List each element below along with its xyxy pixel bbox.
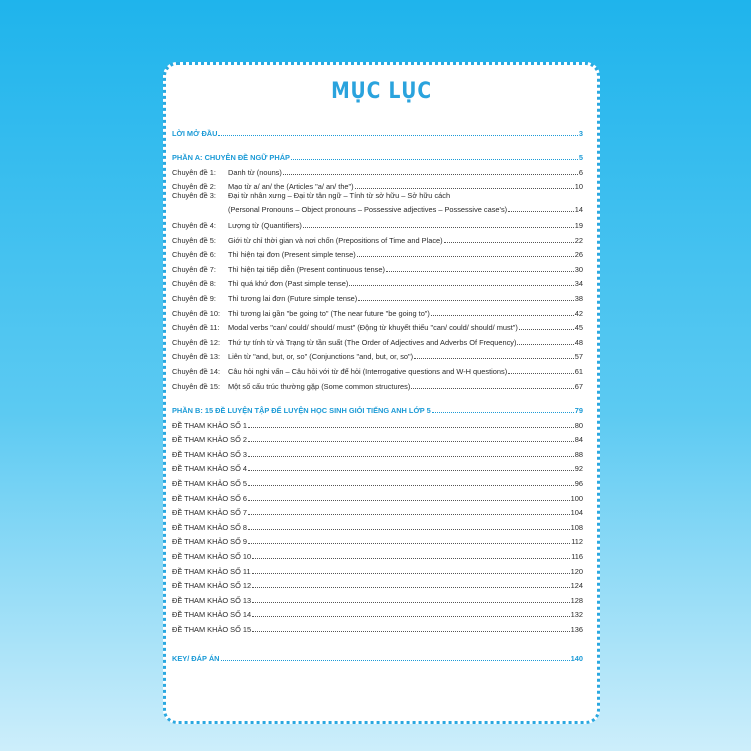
toc-page-number: 45 bbox=[574, 323, 583, 333]
test-title: ĐỀ THAM KHẢO SỐ 15 bbox=[172, 625, 252, 634]
toc-test-row[interactable] bbox=[172, 590, 583, 605]
topic-title: Thì hiện tại đơn (Present simple tense) bbox=[228, 250, 356, 260]
toc-page-number: 19 bbox=[574, 220, 583, 230]
dot-leader bbox=[248, 485, 574, 486]
toc-page-number: 22 bbox=[574, 235, 583, 245]
toc-topic-row[interactable] bbox=[172, 303, 583, 318]
toc-test-row[interactable] bbox=[172, 517, 583, 532]
toc-page-number: 34 bbox=[574, 279, 583, 289]
dot-leader bbox=[252, 616, 570, 617]
topic-title: Thì tương lai gần "be going to" (The near future "be going to") bbox=[228, 308, 430, 318]
topic-number: Chuyên đề 4: bbox=[172, 220, 216, 230]
dot-leader bbox=[444, 242, 574, 243]
topic-title: Thì quá khứ đơn (Past simple tense) bbox=[228, 279, 349, 289]
toc-page-number: 96 bbox=[574, 479, 583, 489]
toc-page-number: 128 bbox=[570, 595, 583, 605]
toc-page-number: 14 bbox=[574, 205, 583, 215]
dot-leader bbox=[252, 558, 570, 559]
test-title: ĐỀ THAM KHẢO SỐ 5 bbox=[172, 479, 248, 489]
toc-topic-row[interactable] bbox=[172, 288, 583, 303]
topic-title: Một số cấu trúc thường gặp (Some common structures) bbox=[228, 381, 411, 391]
test-title: ĐỀ THAM KHẢO SỐ 14 bbox=[172, 610, 252, 620]
toc-topic-row[interactable] bbox=[172, 318, 583, 333]
toc-topic-row[interactable] bbox=[172, 259, 583, 274]
toc-entry-label: LỜI MỞ ĐẦU bbox=[172, 128, 218, 138]
test-title: ĐỀ THAM KHẢO SỐ 6 bbox=[172, 493, 248, 503]
topic-number: Chuyên đề 8: bbox=[172, 279, 216, 289]
topic-number: Chuyên đề 1: bbox=[172, 167, 216, 177]
dot-leader bbox=[431, 315, 574, 316]
dot-leader bbox=[414, 358, 574, 359]
dot-leader bbox=[519, 329, 574, 330]
dot-leader bbox=[303, 227, 574, 228]
toc-page-number: 104 bbox=[570, 508, 583, 518]
dot-leader bbox=[252, 573, 570, 574]
dot-leader bbox=[508, 211, 574, 212]
toc-page-number: 57 bbox=[574, 352, 583, 362]
toc-topic-row[interactable] bbox=[172, 162, 583, 177]
toc-topic-row[interactable] bbox=[172, 177, 583, 192]
test-title: ĐỀ THAM KHẢO SỐ 10 bbox=[172, 552, 252, 562]
toc-topic-row[interactable] bbox=[172, 274, 583, 289]
test-title: ĐỀ THAM KHẢO SỐ 12 bbox=[172, 581, 252, 591]
spacer bbox=[172, 391, 583, 401]
toc-page-number: 80 bbox=[574, 420, 583, 430]
toc-topic-row[interactable] bbox=[172, 230, 583, 245]
page-title: MỤC LỤC bbox=[331, 79, 432, 104]
toc-topic-row[interactable] bbox=[172, 361, 583, 376]
topic-title: Câu hỏi nghi vấn – Câu hỏi với từ để hỏi (Interrogative questions and W-H questions) bbox=[228, 366, 508, 376]
toc-topic-row[interactable] bbox=[172, 215, 583, 230]
topic-title: Thì hiện tại tiếp diễn (Present continuous tense) bbox=[228, 264, 385, 274]
toc-test-row[interactable] bbox=[172, 619, 583, 634]
dot-leader bbox=[248, 529, 570, 530]
dot-leader bbox=[291, 159, 578, 160]
toc-page-number: 79 bbox=[574, 406, 583, 416]
test-title: ĐỀ THAM KHẢO SỐ 7 bbox=[172, 508, 248, 518]
toc-page-number: 42 bbox=[574, 308, 583, 318]
toc-page-number: 38 bbox=[574, 293, 583, 303]
topic-title: Đại từ nhân xưng – Đại từ tân ngữ – Tính từ sở hữu – Sở hữu cách bbox=[228, 191, 451, 201]
dot-leader bbox=[252, 631, 570, 632]
topic-number: Chuyên đề 13: bbox=[172, 352, 221, 362]
dot-leader bbox=[252, 602, 570, 603]
toc-page-number: 92 bbox=[574, 464, 583, 474]
toc-page-number: 124 bbox=[570, 581, 583, 591]
toc-page-number: 88 bbox=[574, 449, 583, 459]
toc-test-row[interactable] bbox=[172, 459, 583, 474]
dot-leader bbox=[386, 271, 574, 272]
test-title: ĐỀ THAM KHẢO SỐ 11 bbox=[172, 566, 251, 576]
toc-test-row[interactable] bbox=[172, 605, 583, 620]
dot-leader bbox=[517, 344, 573, 345]
toc-entry-key[interactable] bbox=[172, 648, 583, 663]
dot-leader bbox=[508, 373, 574, 374]
test-title: ĐỀ THAM KHẢO SỐ 8 bbox=[172, 522, 248, 532]
dot-leader bbox=[357, 256, 574, 257]
dot-leader bbox=[358, 300, 574, 301]
toc-page-number: 100 bbox=[570, 493, 583, 503]
topic-title: Thì tương lai đơn (Future simple tense) bbox=[228, 293, 358, 303]
dot-leader bbox=[248, 500, 570, 501]
topic-title-continued: (Personal Pronouns – Object pronouns – Possessive adjectives – Possessive case's) bbox=[228, 205, 508, 215]
dot-leader bbox=[355, 188, 574, 189]
toc-topic-row[interactable] bbox=[172, 332, 583, 347]
toc-list bbox=[172, 123, 583, 663]
dot-leader bbox=[283, 174, 578, 175]
toc-test-row[interactable] bbox=[172, 576, 583, 591]
toc-entry-intro[interactable] bbox=[172, 123, 583, 138]
toc-test-row[interactable] bbox=[172, 561, 583, 576]
dot-leader bbox=[248, 514, 570, 515]
topic-number: Chuyên đề 12: bbox=[172, 337, 221, 347]
toc-page-number: 48 bbox=[574, 337, 583, 347]
toc-test-row[interactable] bbox=[172, 503, 583, 518]
topic-title: Liên từ "and, but, or, so" (Conjunctions "and, but, or, so") bbox=[228, 352, 414, 362]
topic-number: Chuyên đề 9: bbox=[172, 293, 216, 303]
test-title: ĐỀ THAM KHẢO SỐ 13 bbox=[172, 595, 252, 605]
toc-page-number: 10 bbox=[574, 182, 583, 192]
toc-page-number: 84 bbox=[574, 435, 583, 445]
toc-test-row[interactable] bbox=[172, 430, 583, 445]
toc-card bbox=[163, 62, 600, 724]
toc-topic-row[interactable] bbox=[172, 245, 583, 260]
dot-leader bbox=[248, 441, 574, 442]
spacer bbox=[172, 634, 583, 648]
toc-page-number: 116 bbox=[571, 552, 583, 562]
toc-topic-row[interactable] bbox=[172, 191, 583, 215]
topic-number: Chuyên đề 11: bbox=[172, 323, 220, 333]
topic-number: Chuyên đề 15: bbox=[172, 381, 221, 391]
toc-page-number: 140 bbox=[570, 653, 583, 663]
dot-leader bbox=[432, 412, 574, 413]
topic-title: Thứ tự tính từ và Trạng từ tần suất (The Order of Adjectives and Adverbs Of Frequency) bbox=[228, 337, 517, 347]
toc-entry-part-b[interactable] bbox=[172, 401, 583, 416]
toc-test-row[interactable] bbox=[172, 415, 583, 430]
toc-test-row[interactable] bbox=[172, 546, 583, 561]
toc-page-number: 132 bbox=[570, 610, 583, 620]
dot-leader bbox=[349, 285, 573, 286]
toc-page-number: 108 bbox=[570, 522, 583, 532]
toc-topic-row[interactable] bbox=[172, 347, 583, 362]
dot-leader bbox=[248, 427, 574, 428]
toc-test-row[interactable] bbox=[172, 532, 583, 547]
topic-title: Modal verbs "can/ could/ should/ must" (Động từ khuyết thiếu "can/ could/ should/ must") bbox=[228, 323, 518, 333]
topic-number: Chuyên đề 5: bbox=[172, 235, 216, 245]
toc-page-number: 5 bbox=[578, 153, 583, 163]
toc-test-row[interactable] bbox=[172, 473, 583, 488]
topic-number: Chuyên đề 6: bbox=[172, 250, 216, 260]
toc-page-number: 120 bbox=[570, 566, 583, 576]
dot-leader bbox=[411, 388, 573, 389]
topic-title: Lượng từ (Quantifiers) bbox=[228, 220, 302, 230]
toc-test-row[interactable] bbox=[172, 488, 583, 503]
toc-page-number: 30 bbox=[574, 264, 583, 274]
topic-title: Mạo từ a/ an/ the (Articles "a/ an/ the") bbox=[228, 182, 354, 192]
test-title: ĐỀ THAM KHẢO SỐ 9 bbox=[172, 537, 248, 547]
toc-entry-part-a[interactable] bbox=[172, 148, 583, 163]
test-title: ĐỀ THAM KHẢO SỐ 2 bbox=[172, 435, 248, 445]
toc-entry-label: KEY/ ĐÁP ÁN bbox=[172, 653, 220, 663]
topic-number: Chuyên đề 14: bbox=[172, 366, 221, 376]
toc-test-row[interactable] bbox=[172, 444, 583, 459]
toc-page-number: 61 bbox=[574, 366, 583, 376]
toc-page-number: 136 bbox=[570, 625, 583, 634]
toc-page-number: 3 bbox=[578, 128, 583, 138]
test-title: ĐỀ THAM KHẢO SỐ 3 bbox=[172, 449, 248, 459]
test-title: ĐỀ THAM KHẢO SỐ 1 bbox=[172, 420, 248, 430]
dot-leader bbox=[248, 456, 574, 457]
dot-leader bbox=[248, 543, 570, 544]
toc-page-number: 112 bbox=[571, 537, 583, 547]
toc-page-number: 67 bbox=[574, 381, 583, 391]
topic-title: Giới từ chỉ thời gian và nơi chốn (Prepositions of Time and Place) bbox=[228, 235, 443, 245]
topic-title: Danh từ (nouns) bbox=[228, 167, 282, 177]
toc-topic-row[interactable] bbox=[172, 376, 583, 391]
topic-number: Chuyên đề 2: bbox=[172, 182, 216, 192]
dot-leader bbox=[221, 660, 570, 661]
toc-page-number: 6 bbox=[578, 167, 583, 177]
toc-page-number: 26 bbox=[574, 250, 583, 260]
toc-entry-label: PHẦN B: 15 ĐỀ LUYỆN TẬP ĐỂ LUYỆN HỌC SINH GIỎI TIẾNG ANH LỚP 5 bbox=[172, 406, 431, 416]
test-title: ĐỀ THAM KHẢO SỐ 4 bbox=[172, 464, 248, 474]
spacer bbox=[172, 138, 583, 148]
dot-leader bbox=[218, 135, 577, 136]
topic-number: Chuyên đề 7: bbox=[172, 264, 216, 274]
topic-number: Chuyên đề 3: bbox=[172, 191, 216, 201]
toc-entry-label: PHẦN A: CHUYÊN ĐỀ NGỮ PHÁP bbox=[172, 153, 290, 163]
dot-leader bbox=[248, 470, 574, 471]
topic-number: Chuyên đề 10: bbox=[172, 308, 221, 318]
dot-leader bbox=[252, 587, 570, 588]
